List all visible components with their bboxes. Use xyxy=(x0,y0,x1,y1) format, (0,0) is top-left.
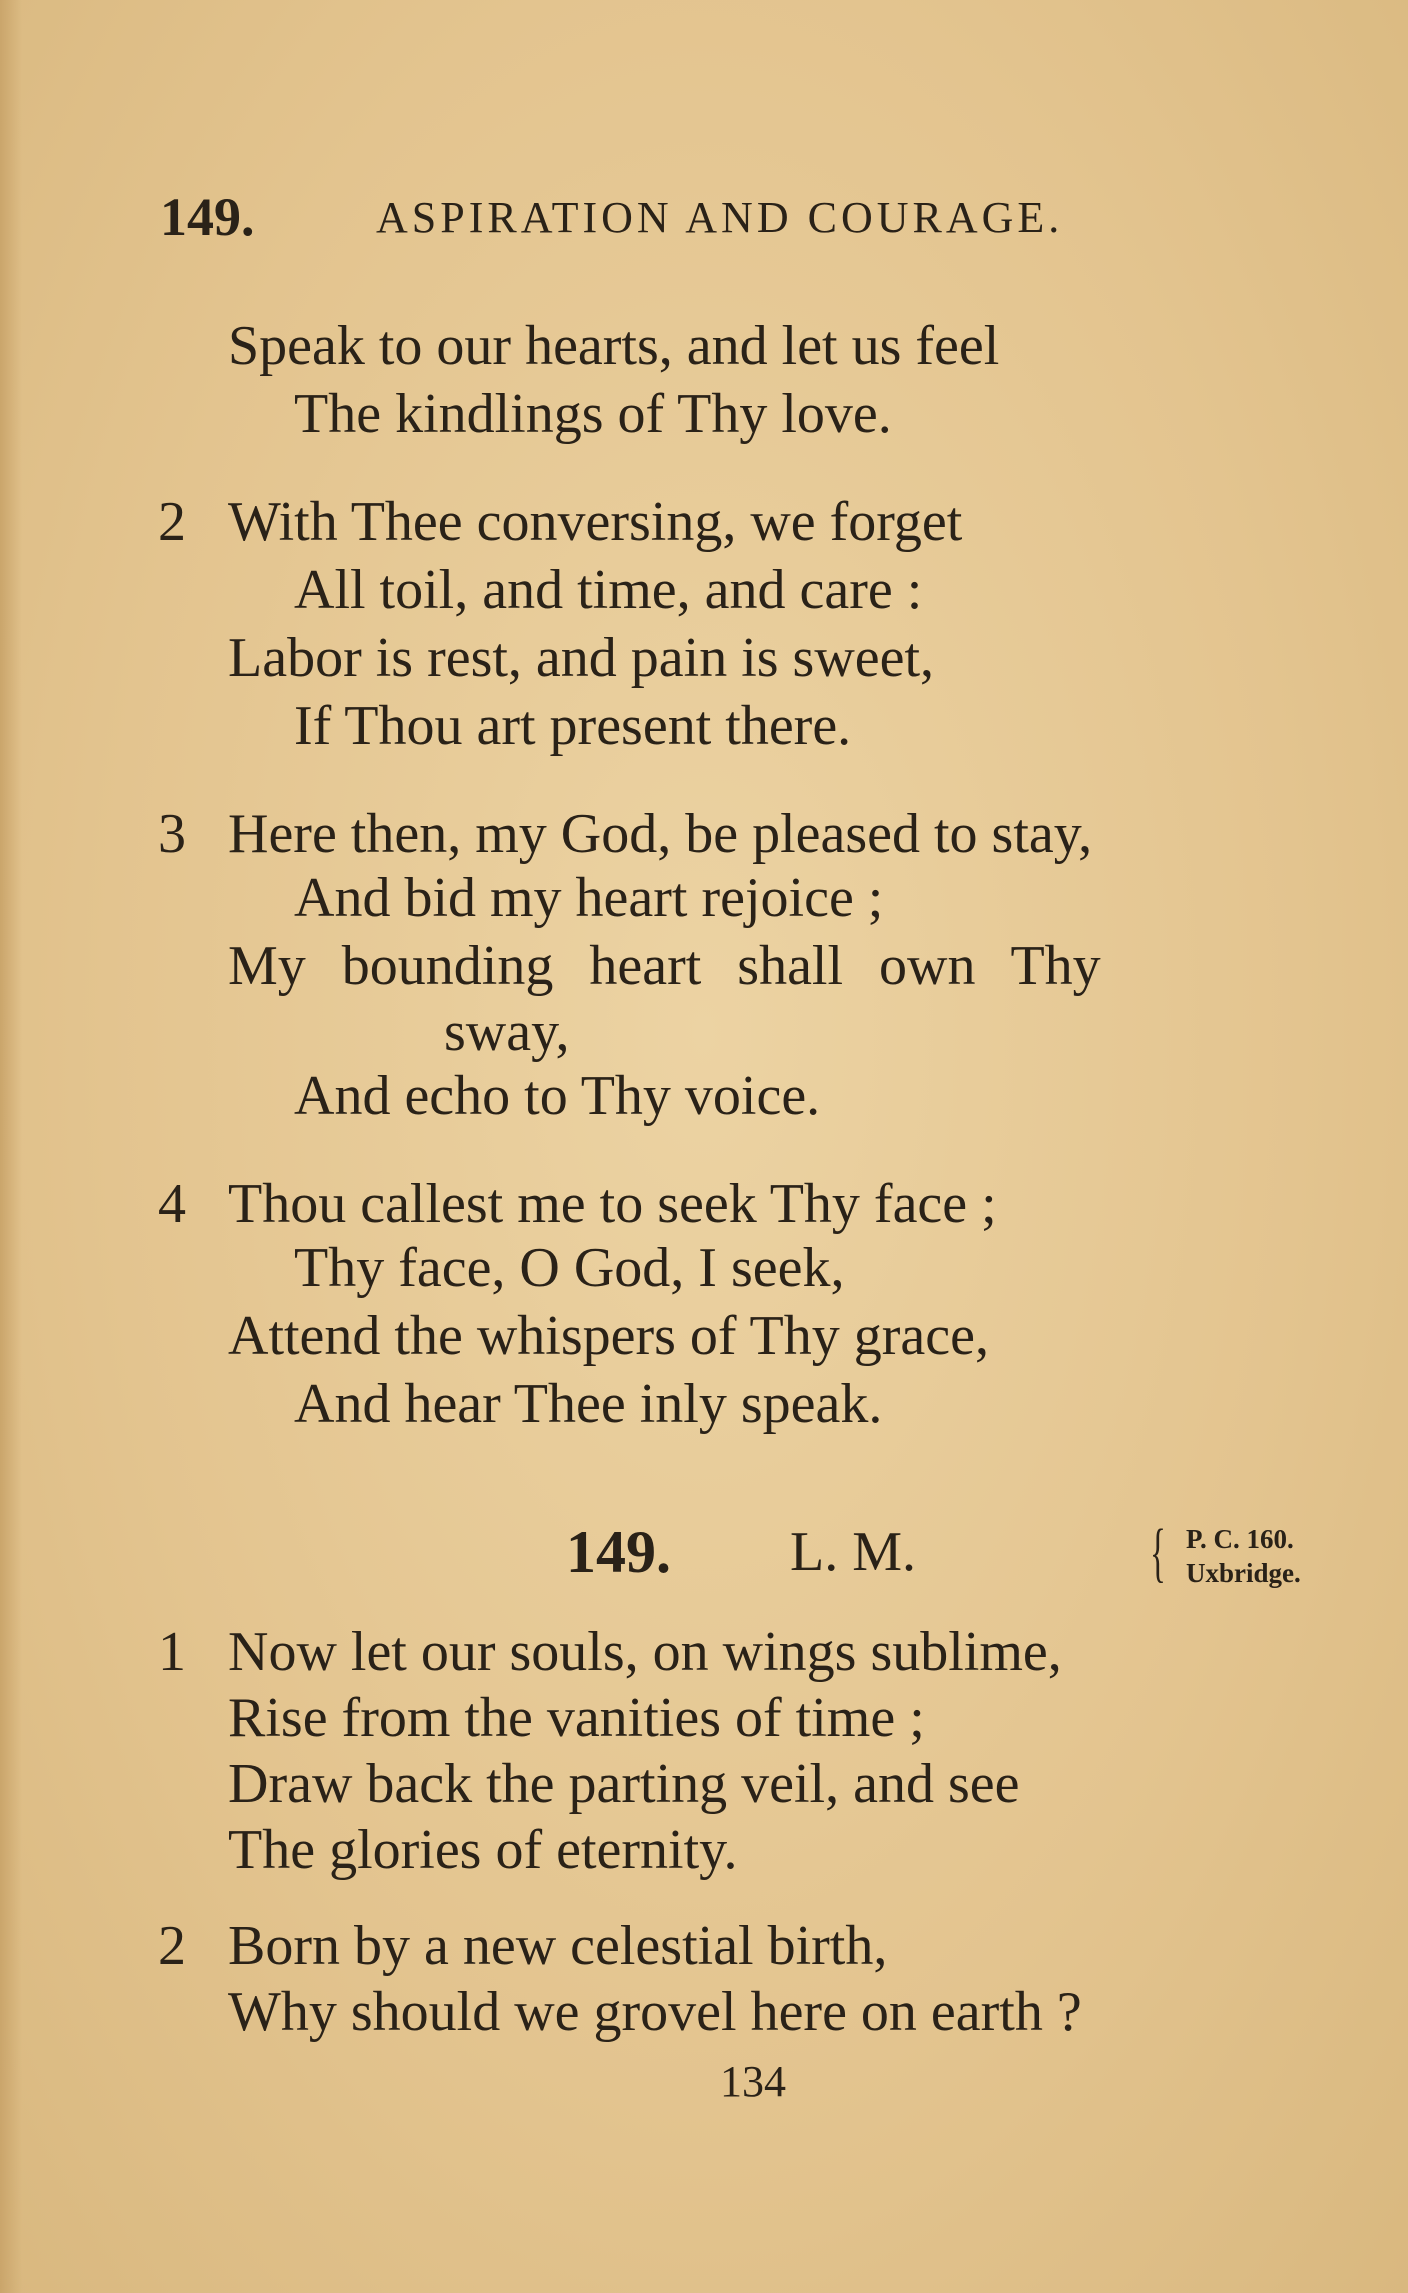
verse-line: Born by a new celestial birth, xyxy=(228,1915,888,1977)
verse-line: The glories of eternity. xyxy=(228,1819,738,1881)
verse-line: The kindlings of Thy love. xyxy=(294,383,892,445)
verse-line: Attend the whispers of Thy grace, xyxy=(228,1305,989,1367)
verse-number: 2 xyxy=(158,491,186,553)
verse-number: 3 xyxy=(158,803,186,865)
verse-line: And hear Thee inly speak. xyxy=(294,1373,883,1435)
verse-line: Rise from the vanities of time ; xyxy=(228,1687,925,1749)
verse-line: Here then, my God, be pleased to stay, xyxy=(228,803,1093,865)
page-number: 134 xyxy=(720,2057,786,2106)
verse-line: And echo to Thy voice. xyxy=(294,1065,821,1127)
verse-number: 4 xyxy=(158,1173,186,1235)
verse-number: 2 xyxy=(158,1915,186,1977)
verse-line: Labor is rest, and pain is sweet, xyxy=(228,627,935,689)
verse-line: Draw back the parting veil, and see xyxy=(228,1753,1020,1815)
verse-line: Why should we grovel here on earth ? xyxy=(228,1981,1082,2043)
verse-line: My bounding heart shall own Thy xyxy=(228,935,1101,997)
verse-line: If Thou art present there. xyxy=(294,695,852,757)
verse-line: All toil, and time, and care : xyxy=(294,559,923,621)
verse-line: Thy face, O God, I seek, xyxy=(294,1237,845,1299)
verse-line: Now let our souls, on wings sublime, xyxy=(228,1621,1062,1683)
verse-line: With Thee conversing, we forget xyxy=(228,491,963,553)
verse-line: And bid my heart rejoice ; xyxy=(294,867,884,929)
tune-reference: P. C. 160. xyxy=(1186,1524,1294,1554)
tune-name: Uxbridge. xyxy=(1186,1558,1301,1588)
verse-line: sway, xyxy=(444,1001,570,1063)
tune-brace: { xyxy=(1150,1516,1166,1589)
verse-line: Speak to our hearts, and let us feel xyxy=(228,315,1000,377)
hymn-number: 149. xyxy=(566,1519,671,1585)
running-header-number: 149. xyxy=(160,187,255,247)
hymn-meter: L. M. xyxy=(790,1521,916,1583)
verse-number: 1 xyxy=(158,1621,186,1683)
running-header-title: ASPIRATION AND COURAGE. xyxy=(376,193,1064,242)
verse-line: Thou callest me to seek Thy face ; xyxy=(228,1173,997,1235)
